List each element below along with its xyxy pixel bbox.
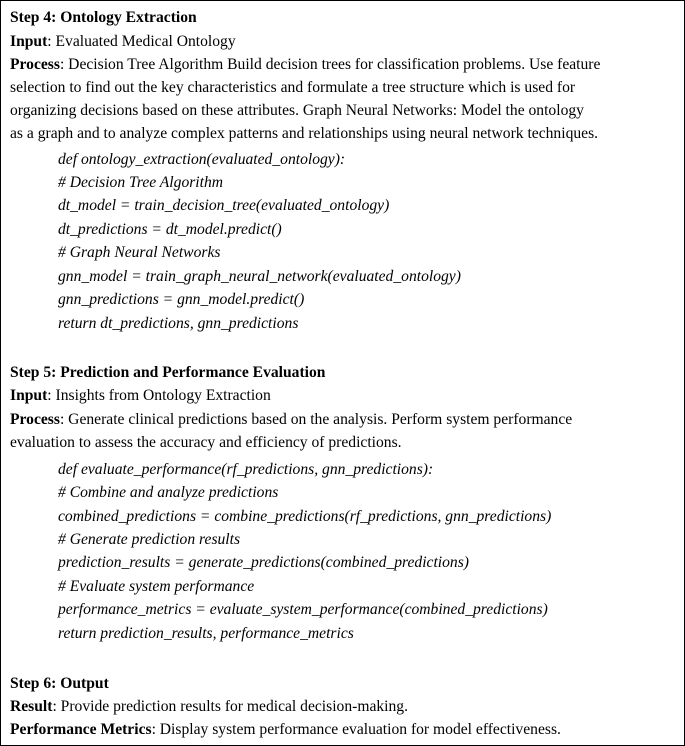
code-line: gnn_model = train_graph_neural_network(evaluated_ontology)	[58, 268, 461, 285]
process-label: Process	[10, 411, 60, 428]
code-line: gnn_predictions = gnn_model.predict()	[58, 291, 305, 308]
result-label: Result	[10, 698, 53, 715]
step4-process-line	[10, 56, 600, 74]
code-line: prediction_results = generate_predictions(combined_predictions)	[58, 554, 469, 571]
step4-process-line: as a graph and to analyze complex patterns and relationships using neural network techniques.	[10, 125, 599, 142]
step4-heading: Step 4: Ontology Extraction	[10, 9, 197, 26]
code-line: # Generate prediction results	[58, 531, 241, 548]
metrics-text: : Display system performance evaluation for model effectiveness.	[151, 721, 561, 738]
step6-heading: Step 6: Output	[10, 675, 109, 692]
step5-process-line: evaluation to assess the accuracy and efficiency of predictions.	[10, 434, 402, 451]
input-text: : Evaluated Medical Ontology	[47, 33, 236, 50]
process-text: : Generate clinical predictions based on the analysis. Perform system performance	[59, 411, 573, 428]
result-text: : Provide prediction results for medical decision-making.	[52, 698, 408, 715]
code-line: combined_predictions = combine_predictions(rf_predictions, gnn_predictions)	[58, 508, 552, 525]
input-label: Input	[10, 387, 48, 404]
process-label: Process	[10, 56, 60, 73]
code-line: return prediction_results, performance_metrics	[58, 625, 354, 642]
code-line: # Evaluate system performance	[58, 578, 255, 595]
code-line: def evaluate_performance(rf_predictions, gnn_predictions):	[58, 461, 434, 478]
step6-result	[10, 698, 408, 716]
step4-process-line: organizing decisions based on these attributes. Graph Neural Networks: Model the ontology	[10, 102, 584, 119]
code-line: performance_metrics = evaluate_system_performance(combined_predictions)	[58, 601, 548, 618]
step5-heading: Step 5: Prediction and Performance Evaluation	[10, 364, 326, 381]
step4-input	[10, 33, 236, 51]
process-text: : Decision Tree Algorithm Build decision trees for classification problems. Use feature	[59, 56, 601, 73]
code-line: # Decision Tree Algorithm	[58, 174, 224, 191]
code-line: # Graph Neural Networks	[58, 244, 221, 261]
step6-metrics	[10, 721, 561, 739]
code-line: dt_model = train_decision_tree(evaluated_ontology)	[58, 197, 390, 214]
code-line: # Combine and analyze predictions	[58, 484, 279, 501]
input-text: : Insights from Ontology Extraction	[47, 387, 271, 404]
code-line: return dt_predictions, gnn_predictions	[58, 315, 299, 332]
step5-input	[10, 387, 271, 405]
step4-process-line: selection to find out the key characteristics and formulate a tree structure which is used for	[10, 79, 576, 96]
input-label: Input	[10, 33, 48, 50]
metrics-label: Performance Metrics	[10, 721, 152, 738]
step5-process-line	[10, 411, 572, 429]
code-line: def ontology_extraction(evaluated_ontology):	[58, 151, 346, 168]
code-line: dt_predictions = dt_model.predict()	[58, 221, 282, 238]
